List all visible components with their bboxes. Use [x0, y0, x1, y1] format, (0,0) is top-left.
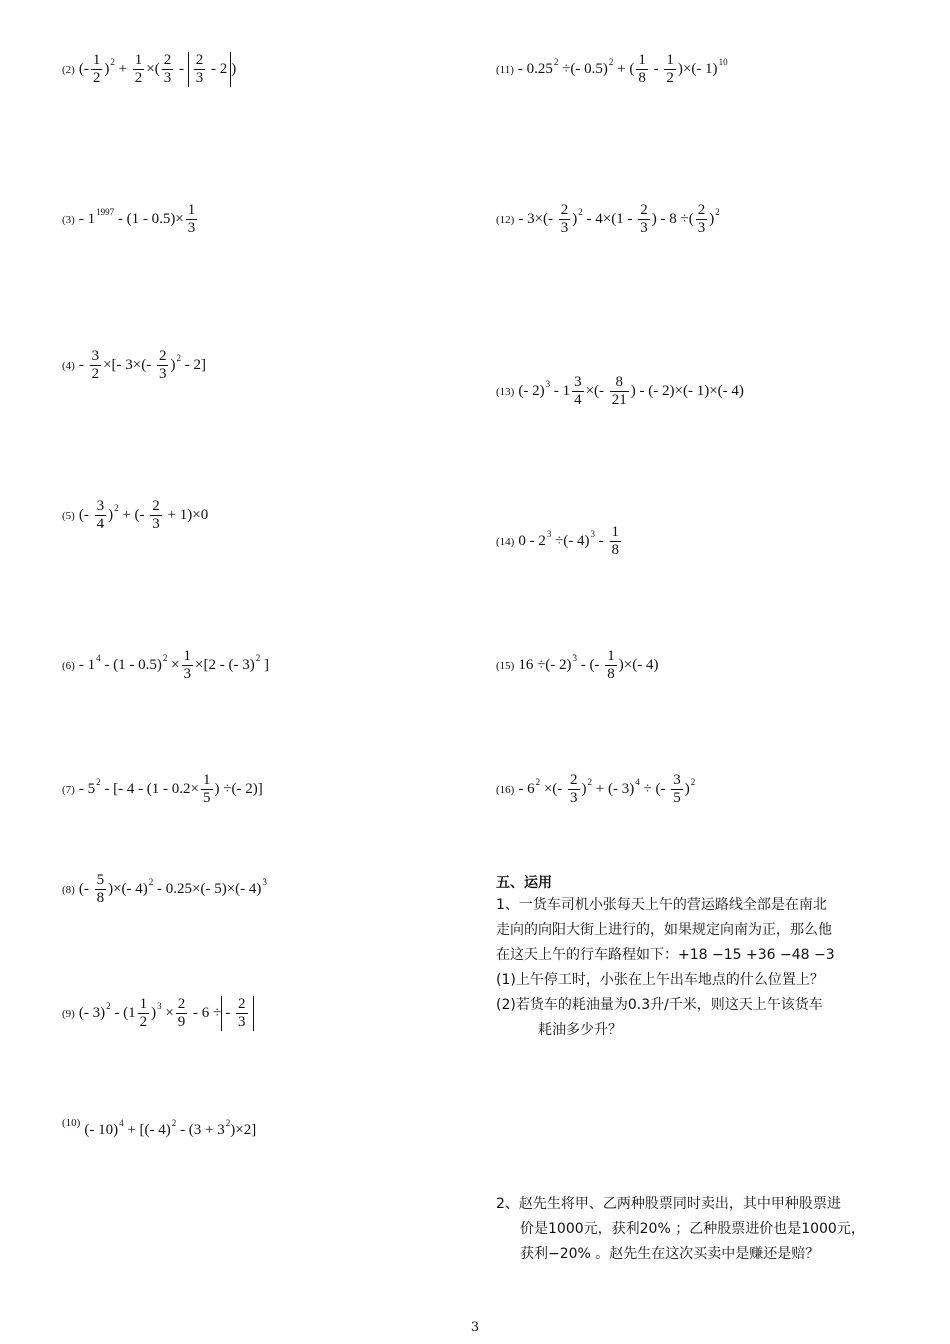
problem-16: $(16) - 6^2$ ×(- $\frac{2}{3}$ )$^2$ + (- 3)$^4$ ÷ (- $\frac{3}{5}$ )$^2$: [496, 772, 696, 806]
problem-label: (16): [496, 783, 515, 796]
problem-label: (2): [62, 63, 75, 76]
question-1-line: 1、一货车司机小张每天上午的营运路线全部是在南北: [496, 897, 827, 913]
page-number: 3: [470, 1320, 480, 1335]
problem-3: $(3) - 1^{1997} - (1 - 0.5)\times$ $\frac{1}{3}$: [62, 202, 196, 236]
question-2-line: 获利−20% 。赵先生在这次买卖中是赚还是赔？: [520, 1246, 820, 1262]
problem-label: (12): [496, 213, 515, 226]
problem-11: $(11) - 0.25^2$ ÷(- 0.5)$^2$ + ( $\frac{1}{8}$ - $\frac{1}{2}$ )×(- 1)$^{10}$: [496, 52, 728, 86]
problem-5: (5) (- $\frac{3}{4}$ )$^2$ + (- $\frac{2}{3}$ + 1)×0: [62, 498, 209, 532]
question-2-line: 2、赵先生将甲、乙两种股票同时卖出，其中甲种股票进: [496, 1196, 841, 1212]
problem-label: (14): [496, 535, 515, 548]
question-1-sub1: (1)上午停工时，小张在上午出车地点的什么位置上？: [496, 972, 824, 988]
question-1-sub2-cont: 耗油多少升？: [538, 1022, 622, 1038]
problem-9: (9) (- 3)$^2$ - (1 $\frac{1}{2}$ )$^3$ × $\frac{2}{9}$ - 6 ÷ - $\frac{2}{3}$: [62, 996, 254, 1031]
problem-14: (14) $0 - 2^3$ ÷(- 4)$^3$ - $\frac{1}{8}$: [496, 524, 620, 558]
question-1-line: 在这天上午的行车路程如下：+18 −15 +36 −48 −3: [496, 947, 835, 963]
problem-label: (9): [62, 1007, 75, 1020]
section-title: 五、运用: [496, 875, 552, 891]
problem-6: $(6) - 1^4 - (1 - 0.5)^2$ × $\frac{1}{3}$ ×[2 - (- 3)$^2$ ]: [62, 648, 269, 682]
question-2-line: 价是1000元，获利20% ；乙种股票进价也是1000元，: [520, 1221, 865, 1237]
problem-2: (2) (- $\frac{1}{2}$ )$^2$ + $\frac{1}{2}$ ×( $\frac{2}{3}$ - $\frac{2}{3}$ - 2 ): [62, 52, 237, 86]
problem-10: $^{(10)}$ (- 10)$^4$ + [(- $4)^2 - (3 + 3^2)\times 2$]: [62, 1117, 257, 1138]
problem-15: (15) 16 ÷(- 2)$^3$ - (- $\frac{1}{8}$ )×(- 4): [496, 648, 659, 682]
problem-13: (13) (- 2)$^3$ - 1 $\frac{3}{4}$ ×(- $\frac{8}{21}$ ) - (- 2)×(- 1)×(- 4): [496, 374, 744, 408]
problem-4: (4) - $\frac{3}{2}$ ×[- 3×(- $\frac{2}{3}$ )$^2$ - 2]: [62, 348, 206, 382]
question-2: [496, 1192, 916, 1267]
problem-label: (5): [62, 509, 75, 522]
question-1-line: 走向的向阳大街上进行的，如果规定向南为正，那么他: [496, 922, 832, 938]
problem-label: (7): [62, 783, 75, 796]
problem-8: (8) (- $\frac{5}{8}$ )×(- 4)$^2$ - 0.25×(- 5)×(- 4)$^3$: [62, 872, 267, 906]
problem-label: (4): [62, 359, 75, 372]
problem-label: (6): [62, 659, 75, 672]
problem-label: (11): [496, 63, 514, 76]
problem-label: (8): [62, 883, 75, 896]
problem-7: $(7) - 5^2$ - [- 4 - (1 - 0.2× $\frac{1}{5}$ ) ÷(- 2)]: [62, 772, 263, 806]
problem-label: (3): [62, 213, 75, 226]
problem-12: (12) - 3×(- $\frac{2}{3}$ )$^2$ - 4×(1 - $\frac{2}{3}$ ) - 8 ÷( $\frac{2}{3}$ )$^2$: [496, 202, 720, 236]
problem-label: (13): [496, 385, 515, 398]
question-1: [496, 893, 916, 1043]
problem-label: (15): [496, 659, 515, 672]
question-1-sub2: (2)若货车的耗油量为0.3升/千米，则这天上午该货车: [496, 997, 823, 1013]
problem-label: (10): [62, 1117, 81, 1129]
